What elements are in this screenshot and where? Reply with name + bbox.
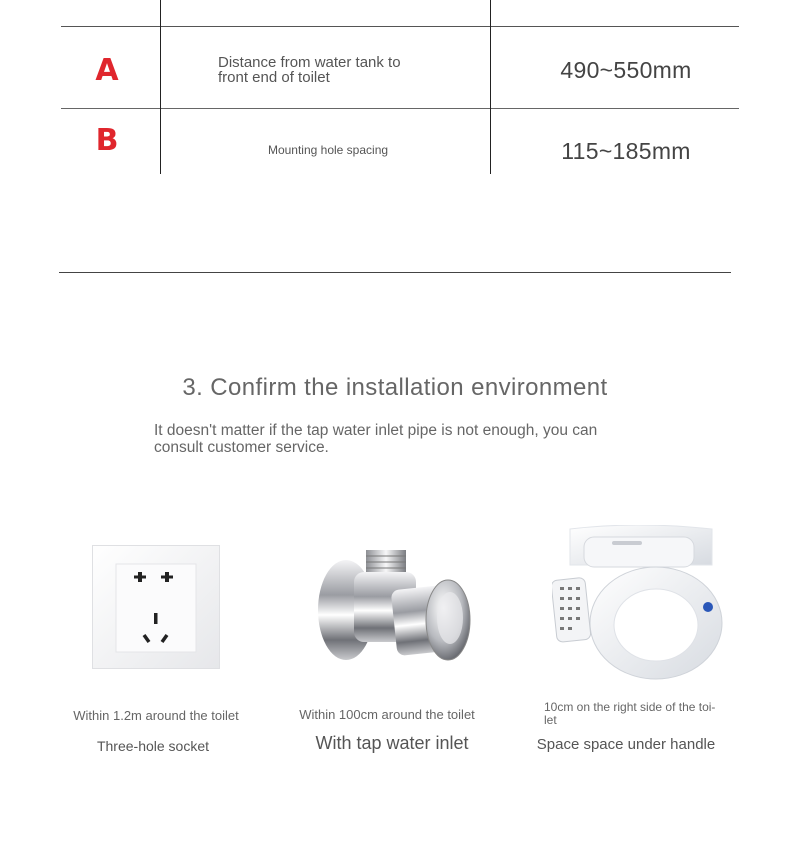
section-divider bbox=[59, 272, 731, 273]
requirement-distance: 10cm on the right side of the toi-let bbox=[544, 700, 716, 727]
row-letter: A bbox=[95, 53, 119, 88]
requirement-distance: Within 100cm around the toilet bbox=[299, 707, 475, 722]
table-column-divider bbox=[490, 0, 491, 174]
requirement-name: Three-hole socket bbox=[96, 738, 210, 754]
angle-valve-icon bbox=[316, 548, 471, 666]
section-note: It doesn't matter if the tap water inlet pipe is not enough, you can consult customer service. bbox=[154, 422, 598, 456]
row-letter: B bbox=[95, 123, 119, 158]
row-description: Mounting hole spacing bbox=[267, 143, 389, 157]
row-description: Distance from water tank to front end of toilet bbox=[218, 54, 401, 86]
table-column-divider bbox=[160, 0, 161, 174]
section-title: 3. Confirm the installation environment bbox=[182, 374, 608, 401]
row-value: 490~550mm bbox=[560, 57, 692, 83]
row-value: 115~185mm bbox=[561, 138, 691, 164]
requirement-distance: Within 1.2m around the toilet bbox=[73, 708, 239, 723]
wall-socket-icon bbox=[92, 545, 220, 669]
requirement-name: Space space under handle bbox=[536, 736, 716, 753]
table-rule bbox=[61, 26, 739, 27]
requirement-name: With tap water inlet bbox=[315, 733, 469, 753]
table-rule bbox=[61, 108, 739, 109]
bidet-seat-icon bbox=[552, 525, 724, 681]
